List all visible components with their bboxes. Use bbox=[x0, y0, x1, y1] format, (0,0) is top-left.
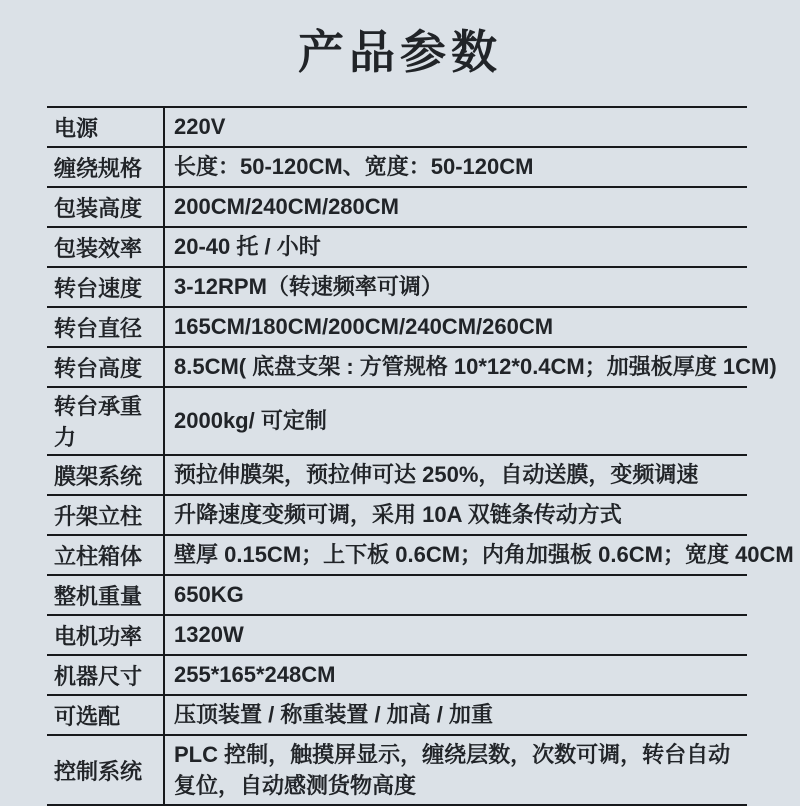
spec-value: 255*165*248CM bbox=[174, 662, 336, 687]
spec-value: 650KG bbox=[174, 582, 244, 607]
table-row bbox=[47, 188, 747, 228]
spec-label: 可选配 bbox=[47, 696, 165, 734]
spec-label: 立柱箱体 bbox=[47, 536, 165, 574]
table-row bbox=[47, 656, 747, 696]
table-row bbox=[47, 388, 747, 456]
spec-label: 转台高度 bbox=[47, 348, 165, 386]
table-row bbox=[47, 736, 747, 806]
spec-value: 长度：50-120CM、宽度：50-120CM bbox=[174, 154, 534, 179]
spec-table bbox=[47, 106, 794, 806]
spec-value: 165CM/180CM/200CM/240CM/260CM bbox=[174, 314, 554, 339]
spec-label: 膜架系统 bbox=[47, 456, 165, 494]
spec-label: 转台承重力 bbox=[47, 388, 165, 454]
spec-value: 8.5CM( 底盘支架 : 方管规格 10*12*0.4CM；加强板厚度 1CM) bbox=[174, 354, 777, 379]
page-title: 产品参数 bbox=[298, 26, 502, 78]
spec-label: 缠绕规格 bbox=[47, 148, 165, 186]
spec-value: PLC 控制，触摸屏显示，缠绕层数，次数可调，转台自动复位，自动感测货物高度 bbox=[174, 742, 731, 798]
spec-label: 升架立柱 bbox=[47, 496, 165, 534]
table-row bbox=[47, 576, 747, 616]
table-row bbox=[47, 228, 747, 268]
spec-value: 2000kg/ 可定制 bbox=[174, 408, 327, 433]
spec-value: 3-12RPM（转速频率可调） bbox=[174, 274, 443, 299]
table-row bbox=[47, 496, 747, 536]
table-row bbox=[47, 108, 747, 148]
spec-label: 包装效率 bbox=[47, 228, 165, 266]
spec-value: 220V bbox=[174, 114, 226, 139]
table-row bbox=[47, 348, 777, 388]
spec-label: 电机功率 bbox=[47, 616, 165, 654]
table-row bbox=[47, 616, 747, 656]
spec-value: 1320W bbox=[174, 622, 244, 647]
spec-label: 整机重量 bbox=[47, 576, 165, 614]
table-row bbox=[47, 148, 747, 188]
table-row bbox=[47, 456, 747, 496]
spec-value: 20-40 托 / 小时 bbox=[174, 234, 321, 259]
table-row bbox=[47, 308, 747, 348]
spec-label: 控制系统 bbox=[47, 736, 165, 804]
spec-label: 包装高度 bbox=[47, 188, 165, 226]
spec-value: 升降速度变频可调，采用 10A 双链条传动方式 bbox=[174, 502, 622, 527]
table-row bbox=[47, 536, 794, 576]
table-row bbox=[47, 268, 747, 308]
spec-label: 转台直径 bbox=[47, 308, 165, 346]
table-row bbox=[47, 696, 747, 736]
spec-value: 预拉伸膜架，预拉伸可达 250%，自动送膜，变频调速 bbox=[174, 462, 699, 487]
spec-value: 200CM/240CM/280CM bbox=[174, 194, 399, 219]
spec-label: 电源 bbox=[47, 108, 165, 146]
spec-label: 机器尺寸 bbox=[47, 656, 165, 694]
spec-value: 壁厚 0.15CM；上下板 0.6CM；内角加强板 0.6CM；宽度 40CM bbox=[174, 542, 794, 567]
spec-value: 压顶装置 / 称重装置 / 加高 / 加重 bbox=[174, 702, 494, 727]
spec-label: 转台速度 bbox=[47, 268, 165, 306]
